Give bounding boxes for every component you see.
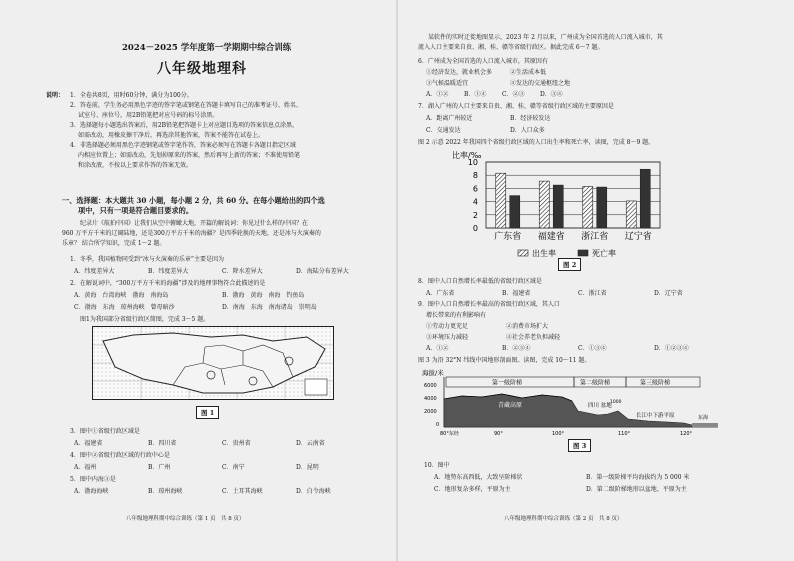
- q10-option-d[interactable]: D．第二级阶梯地形以盆地、平原为主: [586, 486, 687, 493]
- q6-item-4: ④发达的交通枢纽之地: [510, 80, 571, 87]
- chart-ytick-label: 4: [472, 197, 478, 207]
- note-line-8: 和涂改液，不按以上要求作答的答案无效。: [78, 162, 193, 169]
- left-footer: 八年级地理科期中综合训练（第 1 页 共 8 页）: [126, 516, 245, 522]
- q5-option-b[interactable]: B．琼州海峡: [148, 488, 183, 495]
- legend-swatch-death: [578, 250, 588, 256]
- notes-label: 说明：: [46, 92, 65, 99]
- q8-option-b[interactable]: B．福建省: [502, 290, 531, 297]
- fig3-sea: 东海: [698, 415, 709, 421]
- q7-option-d[interactable]: D．人口众多: [510, 127, 545, 134]
- note-line-3: 试室号、座位号，用2B铅笔把对应号码的标号涂黑。: [78, 112, 219, 119]
- bar-death-0: [510, 196, 520, 228]
- note-line-5: 如需改动，用橡皮擦干净后，再选涂其他答案，答案不能答在试卷上。: [78, 132, 265, 139]
- figure-3-profile: [422, 367, 722, 439]
- q5-option-d[interactable]: D．白令海峡: [296, 488, 331, 495]
- q7-option-b[interactable]: B．经济较发达: [510, 115, 551, 122]
- q10-option-a[interactable]: A．地势东高西低，大致呈阶梯状: [434, 474, 523, 481]
- q7-option-a[interactable]: A．距离广州较近: [426, 115, 473, 122]
- section-1-title: 一、选择题：本大题共 30 小题，每小题 2 分，共 60 分。在每小题给出的四个选: [62, 196, 325, 205]
- q5-option-c[interactable]: C．土耳其海峡: [222, 488, 263, 495]
- note-line-6: 4．非选择题必须用黑色字迹钢笔或签字笔作答，答案必须写在答题卡各题目指定区域: [70, 142, 296, 149]
- china-province-map: [93, 327, 333, 399]
- q9-item-2: ②消费市场扩大: [506, 323, 549, 330]
- chart-ytick-label: 10: [467, 158, 478, 167]
- fig3-ytick-6000: 6000: [424, 383, 437, 389]
- q1-option-c[interactable]: C．降水差异大: [222, 268, 263, 275]
- q2-option-b[interactable]: B．渤海 黄海 南海 钓鱼岛: [222, 292, 305, 299]
- figure-1-map: [92, 326, 334, 400]
- legend-label-birth: 出生率: [532, 249, 556, 258]
- q1-option-d[interactable]: D．海陆分布差异大: [296, 268, 349, 275]
- question-9: 9．图中人口自然增长率最高的省级行政区域，其人口: [418, 301, 560, 308]
- question-7: 7．湖入广州的人口主要来自贵、湘、桂、赣等省级行政区域的主要原因是: [418, 103, 614, 110]
- q9-option-d[interactable]: D．①②③④: [654, 345, 689, 352]
- q4-option-b[interactable]: B．广州: [148, 464, 171, 471]
- right-page: [398, 0, 794, 561]
- fig3-step-3: 第三级阶梯: [640, 379, 671, 387]
- q8-option-c[interactable]: C．浙江省: [578, 290, 607, 297]
- bar-death-3: [640, 169, 650, 228]
- fig3-plain: 长江中下游平原: [636, 413, 675, 419]
- q3-option-a[interactable]: A．福建省: [74, 440, 103, 447]
- q6-option-a[interactable]: A．①②: [426, 91, 449, 98]
- right-footer: 八年级地理科期中综合训练（第 2 页 共 8 页）: [504, 516, 623, 522]
- intro-line-3: 乐章？ 结合所学知识，完成 1～2 题。: [62, 240, 166, 247]
- birth-death-rate-chart: [426, 150, 666, 260]
- q9-option-a[interactable]: A．①②: [426, 345, 449, 352]
- fig3-xtick-110: 110°: [618, 431, 631, 437]
- bar-birth-0: [496, 173, 506, 228]
- figure-2-label: 图 2: [558, 258, 581, 271]
- question-10: 10．图中: [424, 462, 450, 469]
- question-5: 5．图中内海③是: [70, 476, 116, 483]
- fig3-xtick-90: 90°: [494, 431, 503, 437]
- question-6: 6．广州成为全国首选的人口流入城市，其原因有: [418, 58, 548, 65]
- bar-death-2: [597, 187, 607, 228]
- q4-option-c[interactable]: C．南宁: [222, 464, 245, 471]
- chart-ytick-label: 8: [472, 171, 478, 181]
- q2-option-d[interactable]: D．南海 东海 南海诸岛 崇明岛: [222, 304, 317, 311]
- q6-option-d[interactable]: D．③④: [540, 91, 563, 98]
- fig3-scale-mark: 1000: [610, 400, 622, 405]
- q6-option-b[interactable]: B．①④: [464, 91, 487, 98]
- fig3-step-1: 第一级阶梯: [492, 379, 523, 387]
- figure-1-caption: 图1为我国部分省级行政区简图，完成 3～5 题。: [80, 316, 210, 323]
- chart-ytick-label: 6: [472, 184, 478, 194]
- fig3-xtick-120: 120°: [680, 431, 693, 437]
- q9-option-c[interactable]: C．①③④: [578, 345, 607, 352]
- question-2: 2．在解说词中，“300万平方千米的海疆”涉及的地理事物符合此描述的是: [70, 280, 266, 287]
- q3-option-c[interactable]: C．贵州省: [222, 440, 251, 447]
- note-line-4: 3．选择题每小题选出答案后，用2B铅笔把答题卡上对应题目选项的答案信息点涂黑，: [70, 122, 299, 129]
- intro-line-2: 960 万平方千米的辽阔陆地，还是300万平方千米的海疆？是四季轮换的天地，还是冰与火演奏的: [62, 230, 321, 237]
- q4-option-d[interactable]: D．昆明: [296, 464, 319, 471]
- q6-item-2: ②生活成本低: [510, 69, 547, 76]
- figure-3-caption: 图 3 为沿 32°N 纬线中国地形剖面图。读图，完成 10～11 题。: [418, 357, 591, 364]
- q10-option-b[interactable]: B．第一级阶梯平均海拔约为 5 000 米: [586, 474, 690, 481]
- bar-birth-1: [539, 181, 549, 228]
- question-3: 3．图中①省级行政区域是: [70, 428, 140, 435]
- q8-option-a[interactable]: A．广东省: [426, 290, 455, 297]
- chart-category-label: 广东省: [494, 232, 522, 242]
- fig3-plateau: 青藏高原: [498, 402, 523, 409]
- chart-ytick-label: 0: [472, 224, 478, 233]
- subject-title: 八年级地理科: [157, 61, 247, 77]
- q7-option-c[interactable]: C．交通发达: [426, 127, 461, 134]
- note-line-2: 2．答卷前，学生务必用黑色字迹的签字笔或钢笔在答题卡填写自己的准考证号、姓名、: [70, 102, 302, 109]
- q1-option-a[interactable]: A．纬度差异大: [74, 268, 115, 275]
- right-intro-line-1: 某软件的实时迁徙地图显示，2023 年 2 月以来，广州成为全国首选的人口流入城市，其: [428, 34, 663, 41]
- section-1-title-cont: 项中，只有一项是符合题目要求的。: [78, 206, 194, 215]
- q6-item-1: ①经济发达，就业机会多: [426, 69, 493, 76]
- q2-option-c[interactable]: C．渤海 东海 琼州海峡 曾母暗沙: [74, 304, 175, 311]
- terrain-profile-32n: [422, 367, 722, 439]
- bar-birth-3: [626, 201, 636, 228]
- fig3-xtick-80: 80°东经: [440, 431, 459, 437]
- q9-item-4: ④社会养老负担减轻: [506, 334, 561, 341]
- q6-item-3: ③气候温暖适宜: [426, 80, 469, 87]
- q3-option-d[interactable]: D．云南省: [296, 440, 325, 447]
- figure-3-label: 图 3: [568, 439, 591, 452]
- chart-category-label: 辽宁省: [624, 232, 652, 242]
- chart-ylabel: 比率/‰: [452, 151, 482, 160]
- fig3-ytick-4000: 4000: [424, 396, 437, 402]
- q9-item-3: ③环境压力减轻: [426, 334, 469, 341]
- q9-item-1: ①劳动力更充足: [426, 323, 469, 330]
- fig3-yaxis-label: 海拔/米: [422, 369, 444, 377]
- school-year-title: 2024－2025 学年度第一学期期中综合训练: [122, 43, 292, 53]
- question-9-cont: 增长带来的有利影响有: [426, 312, 487, 319]
- q10-option-c[interactable]: C．地形复杂多样，平原为主: [434, 486, 511, 493]
- fig3-xtick-100: 100°: [552, 431, 565, 437]
- chart-ytick-label: 2: [472, 210, 478, 220]
- q1-option-b[interactable]: B．纬度差异大: [148, 268, 189, 275]
- legend-label-death: 死亡率: [592, 249, 616, 258]
- q8-option-d[interactable]: D．辽宁省: [654, 290, 683, 297]
- q3-option-b[interactable]: B．四川省: [148, 440, 177, 447]
- q6-option-c[interactable]: C．②③: [502, 91, 525, 98]
- question-4: 4．图中②省级行政区域的行政中心是: [70, 452, 170, 459]
- figure-2-caption: 图 2 示意 2022 年我国四个省级行政区域的人口出生率和死亡率，读图，完成 8～9 题。: [418, 139, 655, 146]
- right-intro-line-2: 流入人口主要来自贵、湘、桂、赣等省级行政区。据此完成 6～7 题。: [418, 44, 604, 51]
- note-line-1: 1．全卷共8页，用时60分钟，满分为100分。: [70, 92, 193, 99]
- bar-death-1: [553, 185, 563, 228]
- figure-1-label: 图 1: [196, 406, 219, 419]
- figure-2-chart: [426, 150, 666, 260]
- chart-category-label: 福建省: [537, 232, 565, 242]
- legend-swatch-birth: [518, 250, 528, 256]
- q9-option-b[interactable]: B．②③④: [502, 345, 531, 352]
- question-8: 8．图中人口自然增长率最低的省级行政区域是: [418, 278, 542, 285]
- fig3-ytick-2000: 2000: [424, 409, 437, 415]
- q4-option-a[interactable]: A．福州: [74, 464, 97, 471]
- fig3-basin: 四川 盆地: [588, 403, 612, 409]
- q2-option-a[interactable]: A．黄海 台湾海峡 渤海 南海岛: [74, 292, 169, 299]
- question-1: 1．冬季，我国植物同受到“冰与火演奏的乐章”主要是因为: [70, 256, 224, 263]
- chart-category-label: 浙江省: [581, 232, 609, 242]
- fig3-step-2: 第二级阶梯: [580, 379, 611, 387]
- note-line-7: 内相应位置上；如需改动，先划掉原来的答案，然后再写上新的答案；不准使用铅笔: [78, 152, 301, 159]
- intro-line-1: 纪录片《航拍中国》让我们从空中俯瞰大地，开篇的解说词：你见过什么样的中国？在: [80, 220, 309, 227]
- bar-birth-2: [583, 186, 593, 228]
- q5-option-a[interactable]: A．渤海海峡: [74, 488, 109, 495]
- fig3-ytick-0: 0: [436, 422, 440, 428]
